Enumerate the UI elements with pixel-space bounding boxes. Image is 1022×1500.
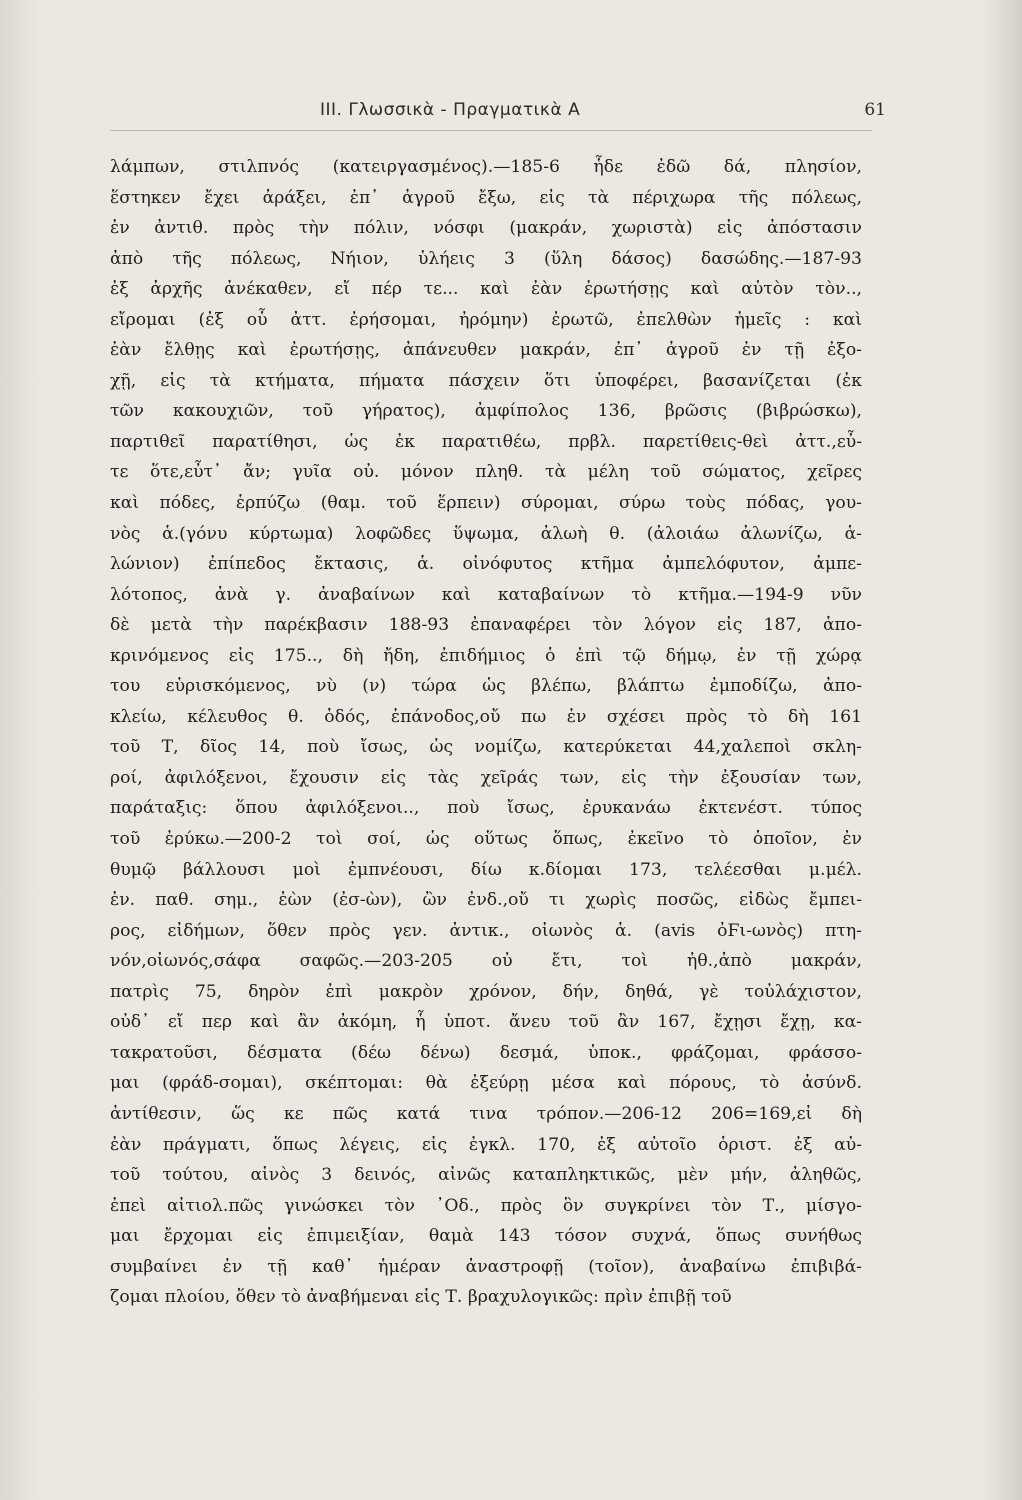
- text-line: ἐπεὶ αἰτιολ.πῶς γινώσκει τὸν ᾿Οδ., πρὸς ὃν συγκρίνει τὸν Τ., μίσγο-: [110, 1195, 862, 1216]
- text-line: ἐὰν πράγματι, ὅπως λέγεις, εἰς ἐγκλ. 170, ἐξ αὐτοῖο ὁριστ. ἐξ αὐ-: [110, 1134, 862, 1155]
- text-line: μαι (φράδ-σομαι), σκέπτομαι: θὰ ἐξεύρῃ μέσα καὶ πόρους, τὸ ἀσύνδ.: [110, 1073, 862, 1094]
- commentary-text: [110, 152, 862, 1313]
- text-line: τοῦ ἐρύκω.—200-2 τοὶ σοί, ὡς οὕτως ὅπως, ἐκεῖνο τὸ ὁποῖον, ἐν: [110, 829, 862, 850]
- text-line: ἐξ ἀρχῆς ἀνέκαθεν, εἴ πέρ τε... καὶ ἐὰν ἐρωτήσῃς καὶ αὐτὸν τὸν..,: [110, 279, 862, 300]
- text-line: κλείω, κέλευθος θ. ὁδός, ἐπάνοδος,οὔ πω ἐν σχέσει πρὸς τὸ δὴ 161: [110, 706, 862, 727]
- text-line: εἴρομαι (ἐξ οὗ ἀττ. ἐρήσομαι, ἠρόμην) ἐρωτῶ, ἐπελθὼν ἡμεῖς : καὶ: [110, 309, 862, 330]
- text-line: νὸς ἁ.(γόνυ κύρτωμα) λοφῶδες ὕψωμα, ἀλωὴ θ. (ἀλοιάω ἀλωνίζω, ἁ-: [110, 523, 862, 544]
- text-line: ἐὰν ἔλθῃς καὶ ἐρωτήσῃς, ἀπάνευθεν μακράν, ἐπ᾽ ἀγροῦ ἐν τῇ ἐξο-: [110, 340, 862, 361]
- text-line: παράταξις: ὅπου ἀφιλόξενοι.., ποὺ ἴσως, ἐρυκανάω ἐκτενέστ. τύπος: [110, 798, 862, 819]
- text-line: συμβαίνει ἐν τῇ καθ᾽ ἡμέραν ἀναστροφῇ (τοῖον), ἀναβαίνω ἐπιβιβά-: [110, 1256, 862, 1277]
- text-line: ζομαι πλοίου, ὅθεν τὸ ἀναβήμεναι εἰς Τ. βραχυλογικῶς: πρὶν ἐπιβῇ τοῦ: [110, 1287, 732, 1308]
- text-line: τοῦ Τ, δῖος 14, ποὺ ἴσως, ὡς νομίζω, κατερύκεται 44,χαλεποὶ σκλη-: [110, 737, 862, 758]
- text-line: οὐδ᾽ εἴ περ καὶ ἂν ἀκόμη, ἧ ὑποτ. ἄνευ τοῦ ἂν 167, ἔχῃσι ἔχῃ, κα-: [110, 1012, 862, 1033]
- text-line: δὲ μετὰ τὴν παρέκβασιν 188-93 ἐπαναφέρει τὸν λόγον εἰς 187, ἀπο-: [110, 615, 862, 636]
- text-line: του εὑρισκόμενος, νὺ (ν) τώρα ὡς βλέπω, βλάπτω ἐμποδίζω, ἀπο-: [110, 676, 862, 697]
- text-line: ἐν. παθ. σημ., ἐὼν (ἐσ-ὼν), ὢν ἐνδ.,οὔ τι χωρὶς ποσῶς, εἰδὼς ἔμπει-: [110, 890, 862, 911]
- text-line: λάμπων, στιλπνός (κατειργασμένος).—185-6 ἧδε ἐδῶ δά, πλησίον,: [110, 157, 862, 177]
- text-line: καὶ πόδες, ἑρπύζω (θαμ. τοῦ ἕρπειν) σύρομαι, σύρω τοὺς πόδας, γου-: [110, 493, 862, 514]
- text-line: μαι ἔρχομαι εἰς ἐπιμειξίαν, θαμὰ 143 τόσον συχνά, ὅπως συνήθως: [110, 1226, 862, 1247]
- text-line: ἀπὸ τῆς πόλεως, Νήιον, ὑλήεις 3 (ὕλη δάσος) δασώδης.—187-93: [110, 248, 862, 269]
- text-line: τακρατοῦσι, δέσματα (δέω δένω) δεσμά, ὑποκ., φράζομαι, φράσσο-: [110, 1042, 862, 1063]
- text-line: νόν,οἰωνός,σάφα σαφῶς.—203-205 οὐ ἔτι, τοὶ ἠθ.,ἀπὸ μακράν,: [110, 951, 862, 972]
- page-header: [110, 100, 886, 131]
- text-line: ροί, ἀφιλόξενοι, ἔχουσιν εἰς τὰς χεῖράς των, εἰς τὴν ἐξουσίαν των,: [110, 767, 862, 788]
- text-line: τε ὅτε,εὖτ᾽ ἄν; γυῖα οὐ. μόνον πληθ. τὰ μέλη τοῦ σώματος, χεῖρες: [110, 462, 862, 483]
- text-line: θυμῷ βάλλουσι μοὶ ἐμπνέουσι, δίω κ.δίομαι 173, τελέεσθαι μ.μέλ.: [110, 859, 862, 880]
- text-line: λότοπος, ἀνὰ γ. ἀναβαίνων καὶ καταβαίνων τὸ κτῆμα.—194-9 νῦν: [110, 584, 862, 605]
- text-line: ἐν ἀντιθ. πρὸς τὴν πόλιν, νόσφι (μακράν, χωριστὰ) εἰς ἀπόστασιν: [110, 218, 862, 239]
- text-line: τῶν κακουχιῶν, τοῦ γήρατος), ἀμφίπολος 136, βρῶσις (βιβρώσκω),: [110, 401, 862, 422]
- running-title: III. Γλωσσικὰ - Πραγματικὰ Α: [320, 100, 581, 120]
- page-edge-shadow: [984, 0, 1022, 1500]
- text-line: ἕστηκεν ἔχει ἀράξει, ἐπ᾽ ἀγροῦ ἔξω, εἰς τὰ πέριχωρα τῆς πόλεως,: [110, 187, 862, 208]
- text-line: παρτιθεῖ παρατίθησι, ὡς ἐκ παρατιθέω, πρβλ. παρετίθεις-θεὶ ἀττ.,εὖ-: [110, 431, 862, 452]
- text-line: χῇ, εἰς τὰ κτήματα, πήματα πάσχειν ὅτι ὑποφέρει, βασανίζεται (ἐκ: [110, 370, 862, 391]
- text-line: πατρὶς 75, δηρὸν ἐπὶ μακρὸν χρόνον, δήν, δηθά, γὲ τοὐλάχιστον,: [110, 981, 862, 1002]
- text-line: ρος, εἰδήμων, ὅθεν πρὸς γεν. ἀντικ., οἰωνὸς ἁ. (avis ὀϜι-ωνὸς) πτη-: [110, 920, 862, 941]
- page-number: 61: [864, 100, 886, 120]
- text-line: λώνιον) ἐπίπεδος ἔκτασις, ἁ. οἰνόφυτος κτῆμα ἀμπελόφυτον, ἀμπε-: [110, 554, 862, 575]
- text-line: ἀντίθεσιν, ὥς κε πῶς κατά τινα τρόπον.—206-12 206=169,εἰ δὴ: [110, 1103, 862, 1124]
- text-line: κρινόμενος εἰς 175.., δὴ ἤδη, ἐπιδήμιος ὁ ἐπὶ τῷ δήμῳ, ἐν τῇ χώρᾳ: [110, 645, 862, 666]
- text-line: τοῦ τούτου, αἰνὸς 3 δεινός, αἰνῶς καταπληκτικῶς, μὲν μήν, ἀληθῶς,: [110, 1165, 862, 1186]
